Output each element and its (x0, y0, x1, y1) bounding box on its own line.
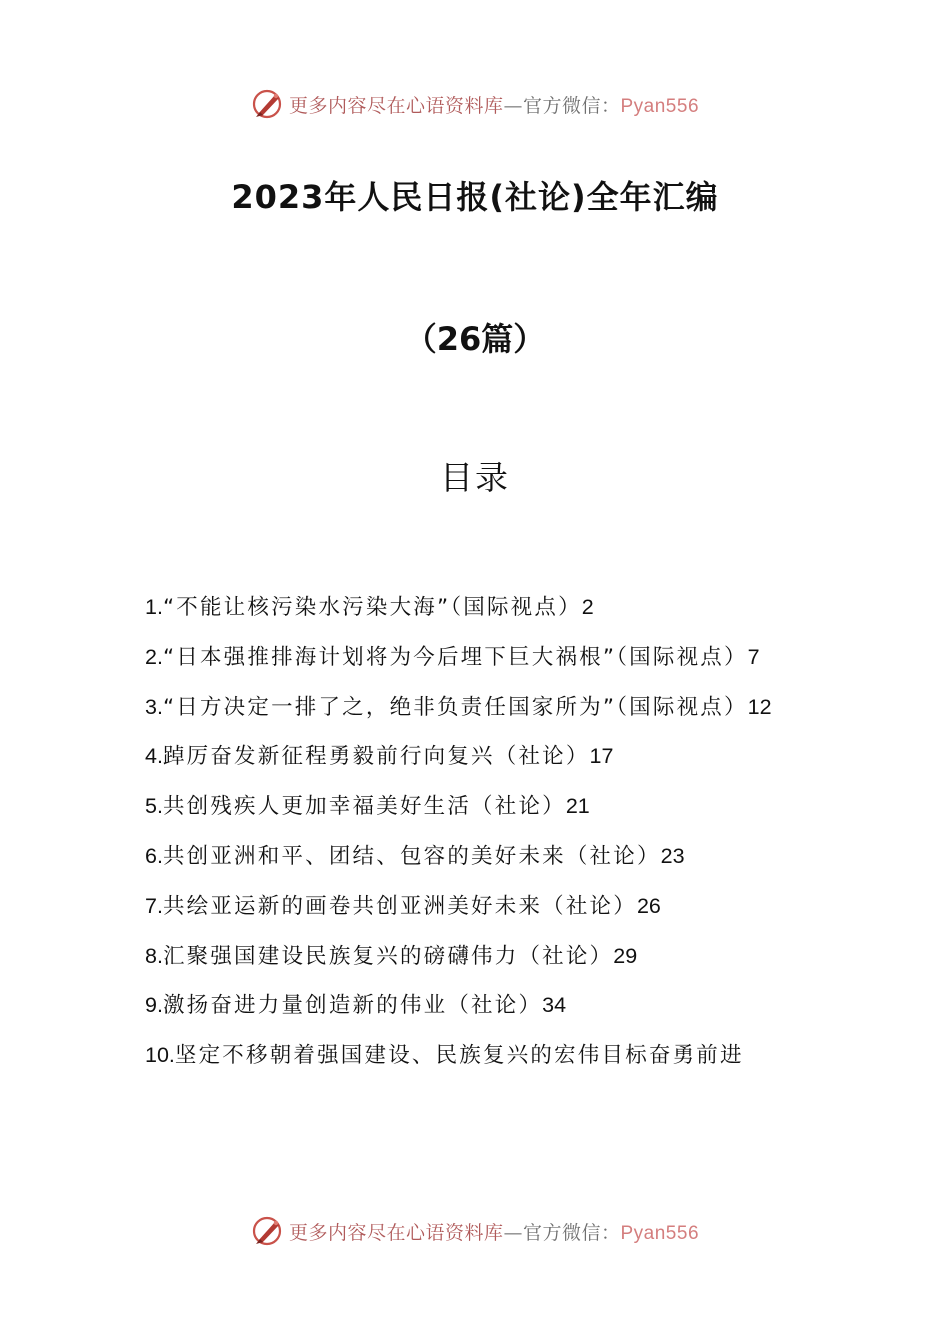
toc-entry-10[interactable]: 10.坚定不移朝着强国建设、民族复兴的宏伟目标奋勇前进 (145, 1043, 744, 1069)
table-of-contents (145, 583, 805, 1081)
toc-entry-8[interactable]: 8.汇聚强国建设民族复兴的磅礴伟力（社论）29 (145, 943, 638, 969)
banner-content (251, 1214, 699, 1248)
toc-entry-3[interactable]: 3.“日方决定一排了之，绝非负责任国家所为”（国际视点）12 (145, 694, 772, 720)
footer-watermark-banner (0, 1211, 950, 1251)
document-title: 2023年人民日报(社论)全年汇编 (231, 178, 719, 216)
toc-heading: 目录 (440, 458, 510, 497)
toc-entry-5[interactable]: 5.共创残疾人更加幸福美好生活（社论）21 (145, 794, 590, 820)
document-subtitle: （26篇） (404, 320, 546, 358)
toc-entry-4[interactable]: 4.踔厉奋发新征程勇毅前行向复兴（社论）17 (145, 744, 614, 770)
watermark-text: 更多内容尽在心语资料库—官方微信：Pyan556 (288, 1221, 700, 1244)
toc-entry-9[interactable]: 9.激扬奋进力量创造新的伟业（社论）34 (145, 993, 567, 1019)
toc-entry-7[interactable]: 7.共绘亚运新的画卷共创亚洲美好未来（社论）26 (145, 893, 661, 919)
pen-nib-circle-logo (251, 87, 285, 121)
banner-content (251, 87, 699, 121)
toc-entry-2[interactable]: 2.“日本强推排海计划将为今后埋下巨大祸根”（国际视点）7 (145, 644, 760, 670)
watermark-text: 更多内容尽在心语资料库—官方微信：Pyan556 (288, 94, 700, 117)
toc-entry-6[interactable]: 6.共创亚洲和平、团结、包容的美好未来（社论）23 (145, 843, 685, 869)
header-watermark-banner (0, 84, 950, 124)
toc-entry-1[interactable]: 1.“不能让核污染水污染大海”（国际视点）2 (145, 595, 594, 620)
pen-nib-circle-logo (251, 1214, 285, 1248)
